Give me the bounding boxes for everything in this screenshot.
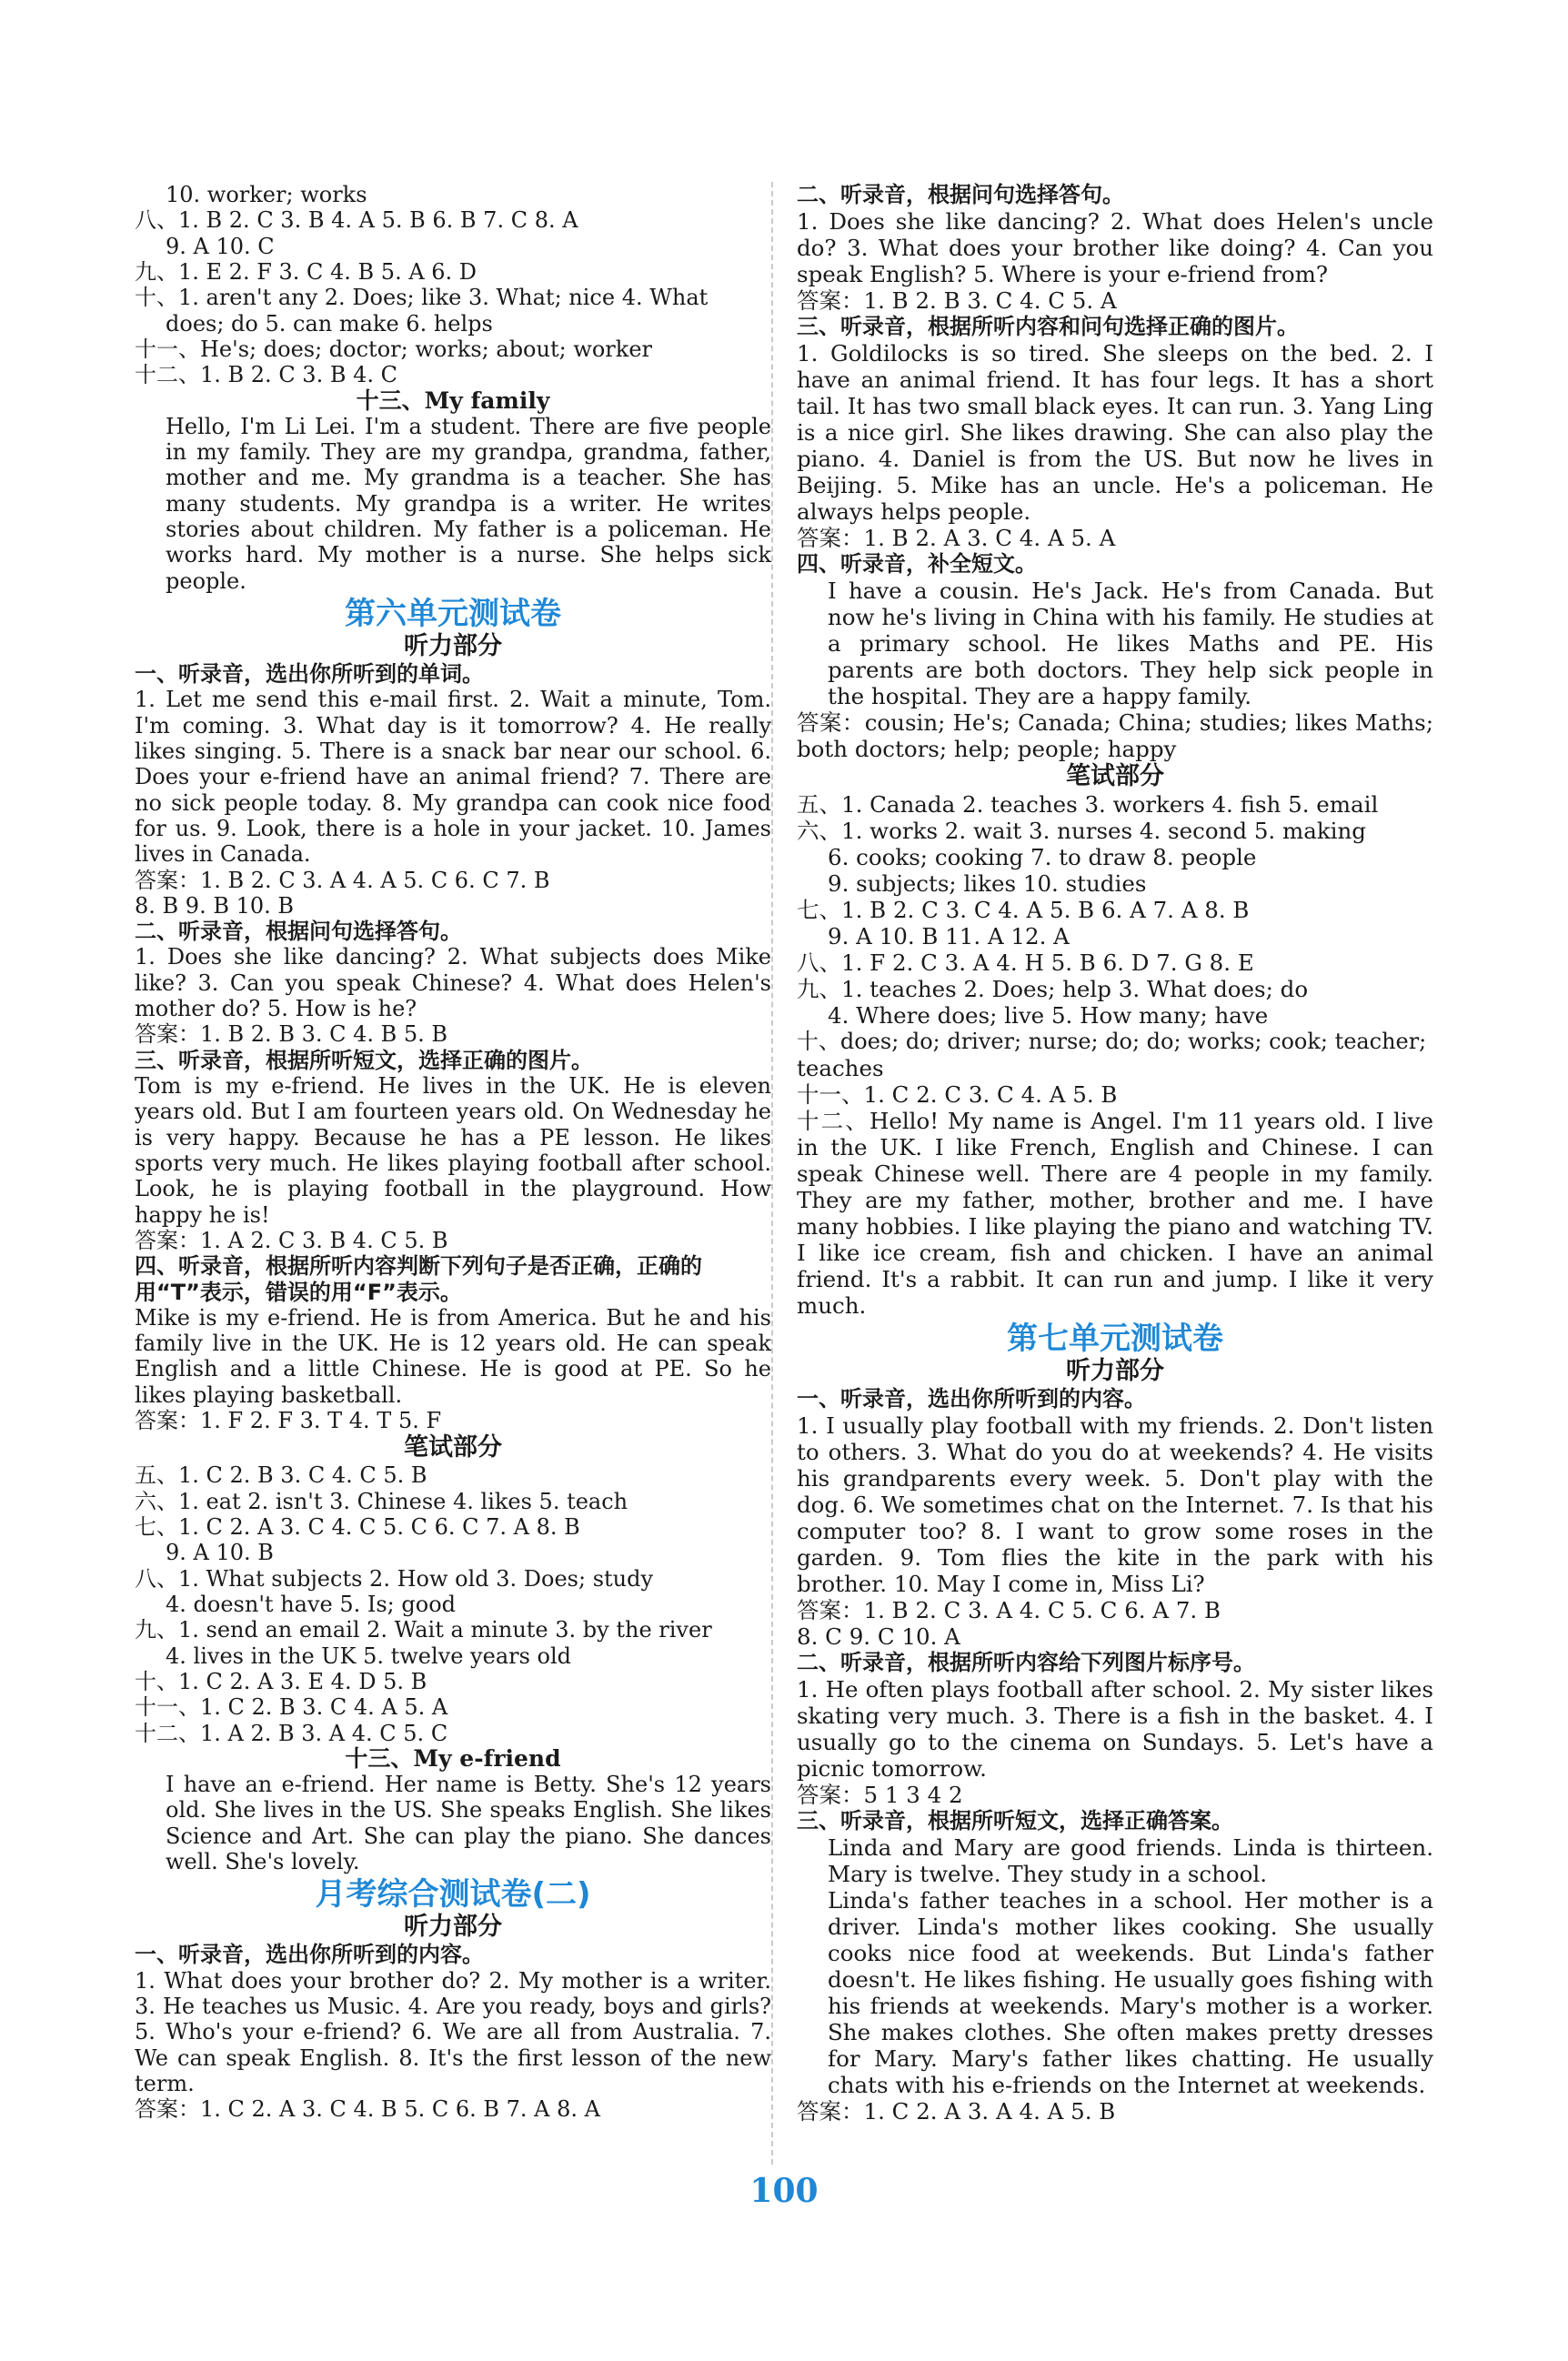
right-column bbox=[797, 182, 1433, 2125]
answer-line: 八、1. B 2. C 3. B 4. A 5. B 6. B 7. C 8. A bbox=[135, 207, 578, 234]
answer-line: 9. subjects; likes 10. studies bbox=[828, 870, 1147, 897]
answer-line: 十一、He's; does; doctor; works; about; worker bbox=[135, 336, 653, 362]
part-title: 笔试部分 bbox=[404, 1433, 502, 1462]
part-title: 听力部分 bbox=[404, 632, 502, 660]
answer-line: 六、1. eat 2. isn't 3. Chinese 4. likes 5. teach bbox=[135, 1488, 628, 1514]
section-heading: 四、听录音，补全短文。 bbox=[797, 551, 1037, 577]
answer-line: 答案：5 1 3 4 2 bbox=[797, 1782, 963, 1808]
answer-line: 五、1. Canada 2. teaches 3. workers 4. fish 5. email bbox=[797, 791, 1379, 818]
answer-line: 五、1. C 2. B 3. C 4. C 5. B bbox=[135, 1462, 427, 1489]
answer-line: 9. A 10. B bbox=[166, 1540, 274, 1566]
unit-title: 月考综合测试卷(二) bbox=[315, 1876, 591, 1914]
section-heading: 一、听录音，选出你所听到的单词。 bbox=[135, 661, 484, 687]
passage-paragraph: 1. Does she like dancing? 2. What subjects does Mike like? 3. Can you speak Chinese? 4. What does Helen's mother do? 5. How is he? bbox=[135, 944, 771, 1022]
answer-line: 10. worker; works bbox=[166, 182, 367, 207]
answer-line: 答案：1. C 2. A 3. C 4. B 5. C 6. B 7. A 8. A bbox=[135, 2096, 600, 2123]
answer-line: teaches bbox=[797, 1055, 884, 1081]
passage-paragraph: Mike is my e-friend. He is from America. But he and his family live in the UK. He is 12 years old. He can speak English and a little Chinese. He is good at PE. So he likes playing basketball. bbox=[135, 1304, 771, 1408]
passage-paragraph: 1. He often plays football after school. 2. My sister likes skating very much. 3. There is a fish in the basket. 4. I usually go to the cinema on Sundays. 5. Let's have a picnic tomorrow. bbox=[797, 1676, 1433, 1782]
passage-paragraph: 1. I usually play football with my friends. 2. Don't listen to others. 3. What do you do at weekends? 4. He visits his grandparents every week. 5. Don't play with the dog. 6. We sometimes chat on the Internet. 7. Is that his computer too? 8. I want to grow some roses in the garden. 9. Tom flies the kite in the park with his brother. 10. May I come in, Miss Li? bbox=[797, 1412, 1433, 1597]
passage-paragraph: Linda's father teaches in a school. Her mother is a driver. Linda's mother likes cooking. She usually cooks nice food at weekends. But Linda's father doesn't. He likes fishing. He usually goes fishing with his friends at weekends. Mary's mother is a worker. She makes clothes. She often makes pretty dresses for Mary. Mary's father likes chatting. He usually chats with his e-friends on the Internet at weekends. bbox=[828, 1887, 1433, 2098]
section-heading: 二、听录音，根据所听内容给下列图片标序号。 bbox=[797, 1650, 1255, 1675]
section-heading: 一、听录音，选出你所听到的内容。 bbox=[135, 1942, 484, 1968]
passage-paragraph: I have an e-friend. Her name is Betty. She's 12 years old. She lives in the US. She speaks English. She likes Science and Art. She can play the piano. She dances well. She's lovely. bbox=[166, 1772, 771, 1875]
answer-line: 答案：1. B 2. A 3. C 4. A 5. A bbox=[797, 525, 1116, 551]
answer-line: 十、does; do; driver; nurse; do; do; works; cook; teacher; bbox=[797, 1029, 1427, 1054]
passage-paragraph: Hello, I'm Li Lei. I'm a student. There are five people in my family. They are my grandpa, grandma, father, mother and me. My grandma is a teacher. She has many students. My grandpa is a writer. He writes stories about children. My father is a policeman. He works hard. My mother is a nurse. She helps sick people. bbox=[166, 413, 771, 594]
passage-title: 十三、My e-friend bbox=[345, 1744, 561, 1772]
answer-line: 4. Where does; live 5. How many; have bbox=[828, 1002, 1269, 1029]
passage-paragraph: 1. Does she like dancing? 2. What does Helen's uncle do? 3. What does your brother like doing? 4. Can you speak English? 5. Where is your e-friend from? bbox=[797, 208, 1433, 287]
passage-paragraph: 1. Goldilocks is so tired. She sleeps on the bed. 2. I have an animal friend. It has four legs. It has a short tail. It has two small black eyes. It can run. 3. Yang Ling is a nice girl. She likes drawing. She can also play the piano. 4. Daniel is from the US. But now he lives in Beijing. 5. Mike has an uncle. He's a policeman. He always helps people. bbox=[797, 340, 1433, 525]
answer-line: 答案：1. C 2. A 3. A 4. A 5. B bbox=[797, 2098, 1116, 2125]
answer-line: 十、1. C 2. A 3. E 4. D 5. B bbox=[135, 1668, 427, 1694]
answer-line: 七、1. C 2. A 3. C 4. C 5. C 6. C 7. A 8. B bbox=[135, 1514, 580, 1540]
answer-line: 答案：1. B 2. B 3. C 4. C 5. A bbox=[797, 287, 1117, 314]
passage-paragraph: I have a cousin. He's Jack. He's from Canada. But now he's living in China with his family. He studies at a primary school. He likes Maths and PE. His parents are both doctors. They help sick people in the hospital. They are a happy family. bbox=[828, 578, 1433, 709]
answer-line: 6. cooks; cooking 7. to draw 8. people bbox=[828, 844, 1257, 870]
section-heading: 三、听录音，根据所听内容和问句选择正确的图片。 bbox=[797, 314, 1299, 339]
passage-paragraph: 1. Let me send this e-mail first. 2. Wait a minute, Tom. I'm coming. 3. What day is it tomorrow? 4. He really likes singing. 5. There is a snack bar near our school. 6. Does your e-friend have an animal friend? 7. There are no sick people today. 8. My grandpa can cook nice food for us. 9. Look, there is a hole in your jacket. 10. James lives in Canada. bbox=[135, 687, 771, 868]
part-title: 听力部分 bbox=[404, 1913, 502, 1942]
section-heading: 三、听录音，根据所听短文，选择正确的图片。 bbox=[135, 1047, 593, 1073]
answer-line: 九、1. teaches 2. Does; help 3. What does; do bbox=[797, 976, 1309, 1002]
left-column bbox=[135, 182, 771, 2123]
answer-line: does; do 5. can make 6. helps bbox=[166, 310, 493, 337]
answer-line: 九、1. send an email 2. Wait a minute 3. by the river bbox=[135, 1617, 712, 1643]
answer-line: 十、1. aren't any 2. Does; like 3. What; nice 4. What bbox=[135, 285, 709, 311]
answer-line: 九、1. E 2. F 3. C 4. B 5. A 6. D bbox=[135, 258, 477, 285]
section-heading: 用“T”表示，错误的用“F”表示。 bbox=[135, 1279, 462, 1305]
answer-line: 答案：1. B 2. C 3. A 4. A 5. C 6. C 7. B bbox=[135, 867, 550, 893]
section-heading: 一、听录音，选出你所听到的内容。 bbox=[797, 1386, 1146, 1412]
passage-paragraph: 答案：cousin; He's; Canada; China; studies; likes Maths; both doctors; help; people; happy bbox=[797, 709, 1433, 762]
part-title: 听力部分 bbox=[1066, 1357, 1164, 1385]
answer-line: 答案：1. B 2. C 3. A 4. C 5. C 6. A 7. B bbox=[797, 1597, 1221, 1623]
section-heading: 三、听录音，根据所听短文，选择正确答案。 bbox=[797, 1808, 1233, 1834]
section-heading: 二、听录音，根据问句选择答句。 bbox=[135, 919, 462, 945]
section-heading: 四、听录音，根据所听内容判断下列句子是否正确，正确的 bbox=[135, 1253, 702, 1280]
unit-title: 第七单元测试卷 bbox=[1007, 1321, 1223, 1357]
answer-line: 9. A 10. B 11. A 12. A bbox=[828, 923, 1070, 949]
passage-paragraph: Linda and Mary are good friends. Linda is thirteen. Mary is twelve. They study in a school. bbox=[828, 1834, 1433, 1887]
answer-line: 8. B 9. B 10. B bbox=[135, 892, 295, 919]
answer-line: 4. doesn't have 5. Is; good bbox=[166, 1591, 457, 1617]
answer-line: 十二、1. B 2. C 3. B 4. C bbox=[135, 362, 397, 388]
answer-line: 八、1. F 2. C 3. A 4. H 5. B 6. D 7. G 8. E bbox=[797, 949, 1254, 976]
answer-line: 9. A 10. C bbox=[166, 233, 275, 259]
answer-line: 答案：1. A 2. C 3. B 4. C 5. B bbox=[135, 1227, 448, 1253]
answer-line: 七、1. B 2. C 3. C 4. A 5. B 6. A 7. A 8. B bbox=[797, 897, 1250, 923]
passage-paragraph: 1. What does your brother do? 2. My mother is a writer. 3. He teaches us Music. 4. Are you ready, boys and girls? 5. Who's your e-friend? 6. We are all from Australia. 7. We can speak English. 8. It's the first lesson of the new term. bbox=[135, 1967, 771, 2096]
answer-line: 八、1. What subjects 2. How old 3. Does; study bbox=[135, 1565, 654, 1592]
answer-line: 十一、1. C 2. C 3. C 4. A 5. B bbox=[797, 1081, 1118, 1108]
page-number: 100 bbox=[749, 2172, 819, 2210]
answer-line: 答案：1. F 2. F 3. T 4. T 5. F bbox=[135, 1408, 442, 1434]
answer-line: 8. C 9. C 10. A bbox=[797, 1623, 960, 1650]
unit-title: 第六单元测试卷 bbox=[345, 596, 561, 632]
part-title: 笔试部分 bbox=[1066, 762, 1164, 790]
column-divider bbox=[771, 182, 773, 2165]
answer-line: 十一、1. C 2. B 3. C 4. A 5. A bbox=[135, 1694, 448, 1721]
passage-title: 十三、My family bbox=[356, 387, 550, 414]
passage-paragraph: 十二、Hello! My name is Angel. I'm 11 years old. I live in the UK. I like French, English and Chinese. I can speak Chinese well. There are 4 people in my family. They are my father, mother, brother and me. I have many hobbies. I like playing the piano and watching TV. I like ice cream, fish and chicken. I have an animal friend. It's a rabbit. It can run and jump. I like it very much. bbox=[797, 1108, 1433, 1319]
answer-line: 答案：1. B 2. B 3. C 4. B 5. B bbox=[135, 1021, 448, 1048]
answer-line: 六、1. works 2. wait 3. nurses 4. second 5. making bbox=[797, 818, 1366, 844]
passage-paragraph: Tom is my e-friend. He lives in the UK. He is eleven years old. But I am fourteen years old. On Wednesday he is very happy. Because he has a PE lesson. He likes sports very much. He likes playing football after school. Look, he is playing football in the playground. How happy he is! bbox=[135, 1073, 771, 1228]
section-heading: 二、听录音，根据问句选择答句。 bbox=[797, 182, 1124, 207]
answer-line: 十二、1. A 2. B 3. A 4. C 5. C bbox=[135, 1720, 448, 1746]
answer-line: 4. lives in the UK 5. twelve years old bbox=[166, 1643, 572, 1669]
